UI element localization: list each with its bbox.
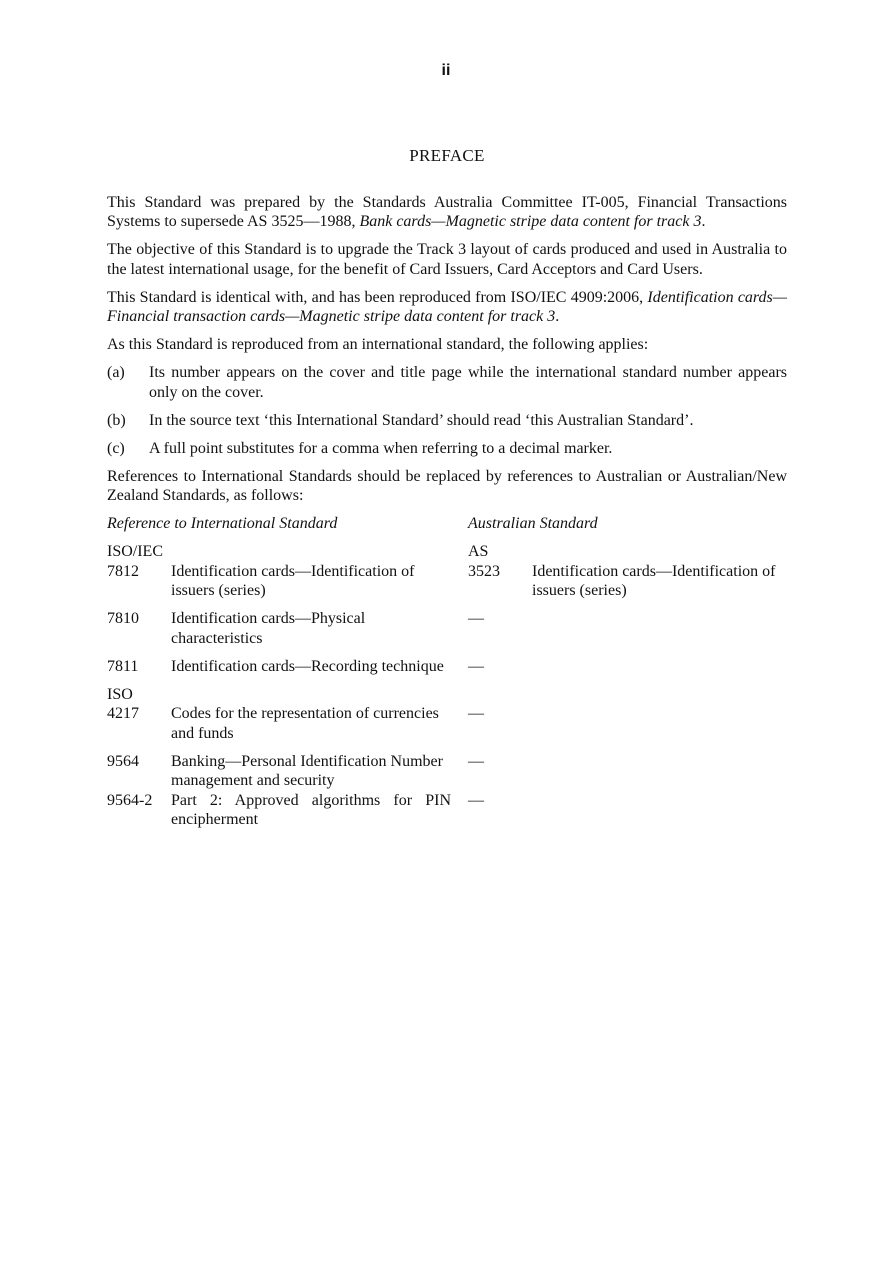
as-number: — [468,752,484,770]
as-number: — [468,791,484,809]
table-row [107,657,787,677]
as-description [532,752,787,791]
paragraph-identical [107,288,787,327]
table-row [107,704,787,743]
paragraph-committee [107,193,787,232]
preface-title: PREFACE [409,146,485,165]
list-text: A full point substitutes for a comma when referring to a decimal marker. [149,439,613,457]
as-number: 3523 [468,562,500,580]
header-international: Reference to International Standard [107,515,338,532]
paragraph-committee-text: This Standard was prepared by the Standards Australia Committee IT-005, Financial Transactions Systems to supersede AS 3525—1988, [107,193,787,230]
paragraph-identical-end: . [555,308,560,325]
list-marker: (a) [107,364,125,381]
page-number: ii [441,62,451,79]
preface-content [107,146,787,838]
group-right-label: AS [468,543,489,560]
as-number: — [468,657,484,675]
as-description: Identification cards—Identification of issuers (series) [532,562,776,599]
as-number: — [468,705,484,722]
iso-description: Identification cards—Identification of issuers (series) [171,562,415,599]
as-description [532,704,787,743]
iso-number: 7812 [107,562,139,580]
iso-description: Codes for the representation of currencies and funds [171,705,439,742]
as-description [532,657,787,677]
list-item [107,363,787,402]
group-left-label: ISO/IEC [107,543,163,560]
table-row [107,609,787,648]
paragraph-identical-text: This Standard is identical with, and has been reproduced from ISO/IEC 4909:2006, [107,288,648,306]
group-label-iso [107,685,787,705]
iso-number: 9564-2 [107,791,153,809]
iso-description: Identification cards—Recording technique [171,657,444,675]
table-row [107,791,787,830]
references-header [107,514,787,534]
iso-description: Banking—Personal Identification Number management and security [171,752,443,789]
list-item [107,439,787,459]
iso-description: Part 2: Approved algorithms for PIN encipherment [171,791,451,828]
as-number: — [468,610,484,627]
list-marker: (b) [107,411,126,429]
table-row [107,752,787,791]
list-text: Its number appears on the cover and title page while the international standard number appears only on the cover. [149,364,787,401]
iso-number: 7811 [107,657,139,675]
paragraph-references: References to International Standards should be replaced by references to Australian or Australian/New Zealand Standards, as follows: [107,467,787,504]
iso-standard-title: Identification cards—Financial transaction cards—Magnetic stripe data content for track 3 [107,288,788,325]
group-left-label: ISO [107,685,133,703]
iso-number: 4217 [107,705,139,722]
group-label-iso-iec [107,542,787,562]
as-description [532,609,787,648]
list-marker: (c) [107,439,125,457]
superseded-standard-title: Bank cards—Magnetic stripe data content for track 3 [359,213,702,230]
paragraph-objective: The objective of this Standard is to upgrade the Track 3 layout of cards produced and used in Australia to the latest international usage, for the benefit of Card Issuers, Card Acceptors and Card Users. [107,241,787,278]
list-item [107,411,787,431]
table-row [107,562,787,601]
paragraph-committee-end: . [701,213,706,230]
paragraph-applies: As this Standard is reproduced from an international standard, the following applies: [107,336,649,353]
iso-number: 7810 [107,610,139,627]
as-description [532,791,787,830]
list-text: In the source text ‘this International Standard’ should read ‘this Australian Standard’. [149,411,694,429]
iso-description: Identification cards—Physical characteristics [171,610,366,647]
header-australian: Australian Standard [468,515,598,532]
iso-number: 9564 [107,752,139,770]
